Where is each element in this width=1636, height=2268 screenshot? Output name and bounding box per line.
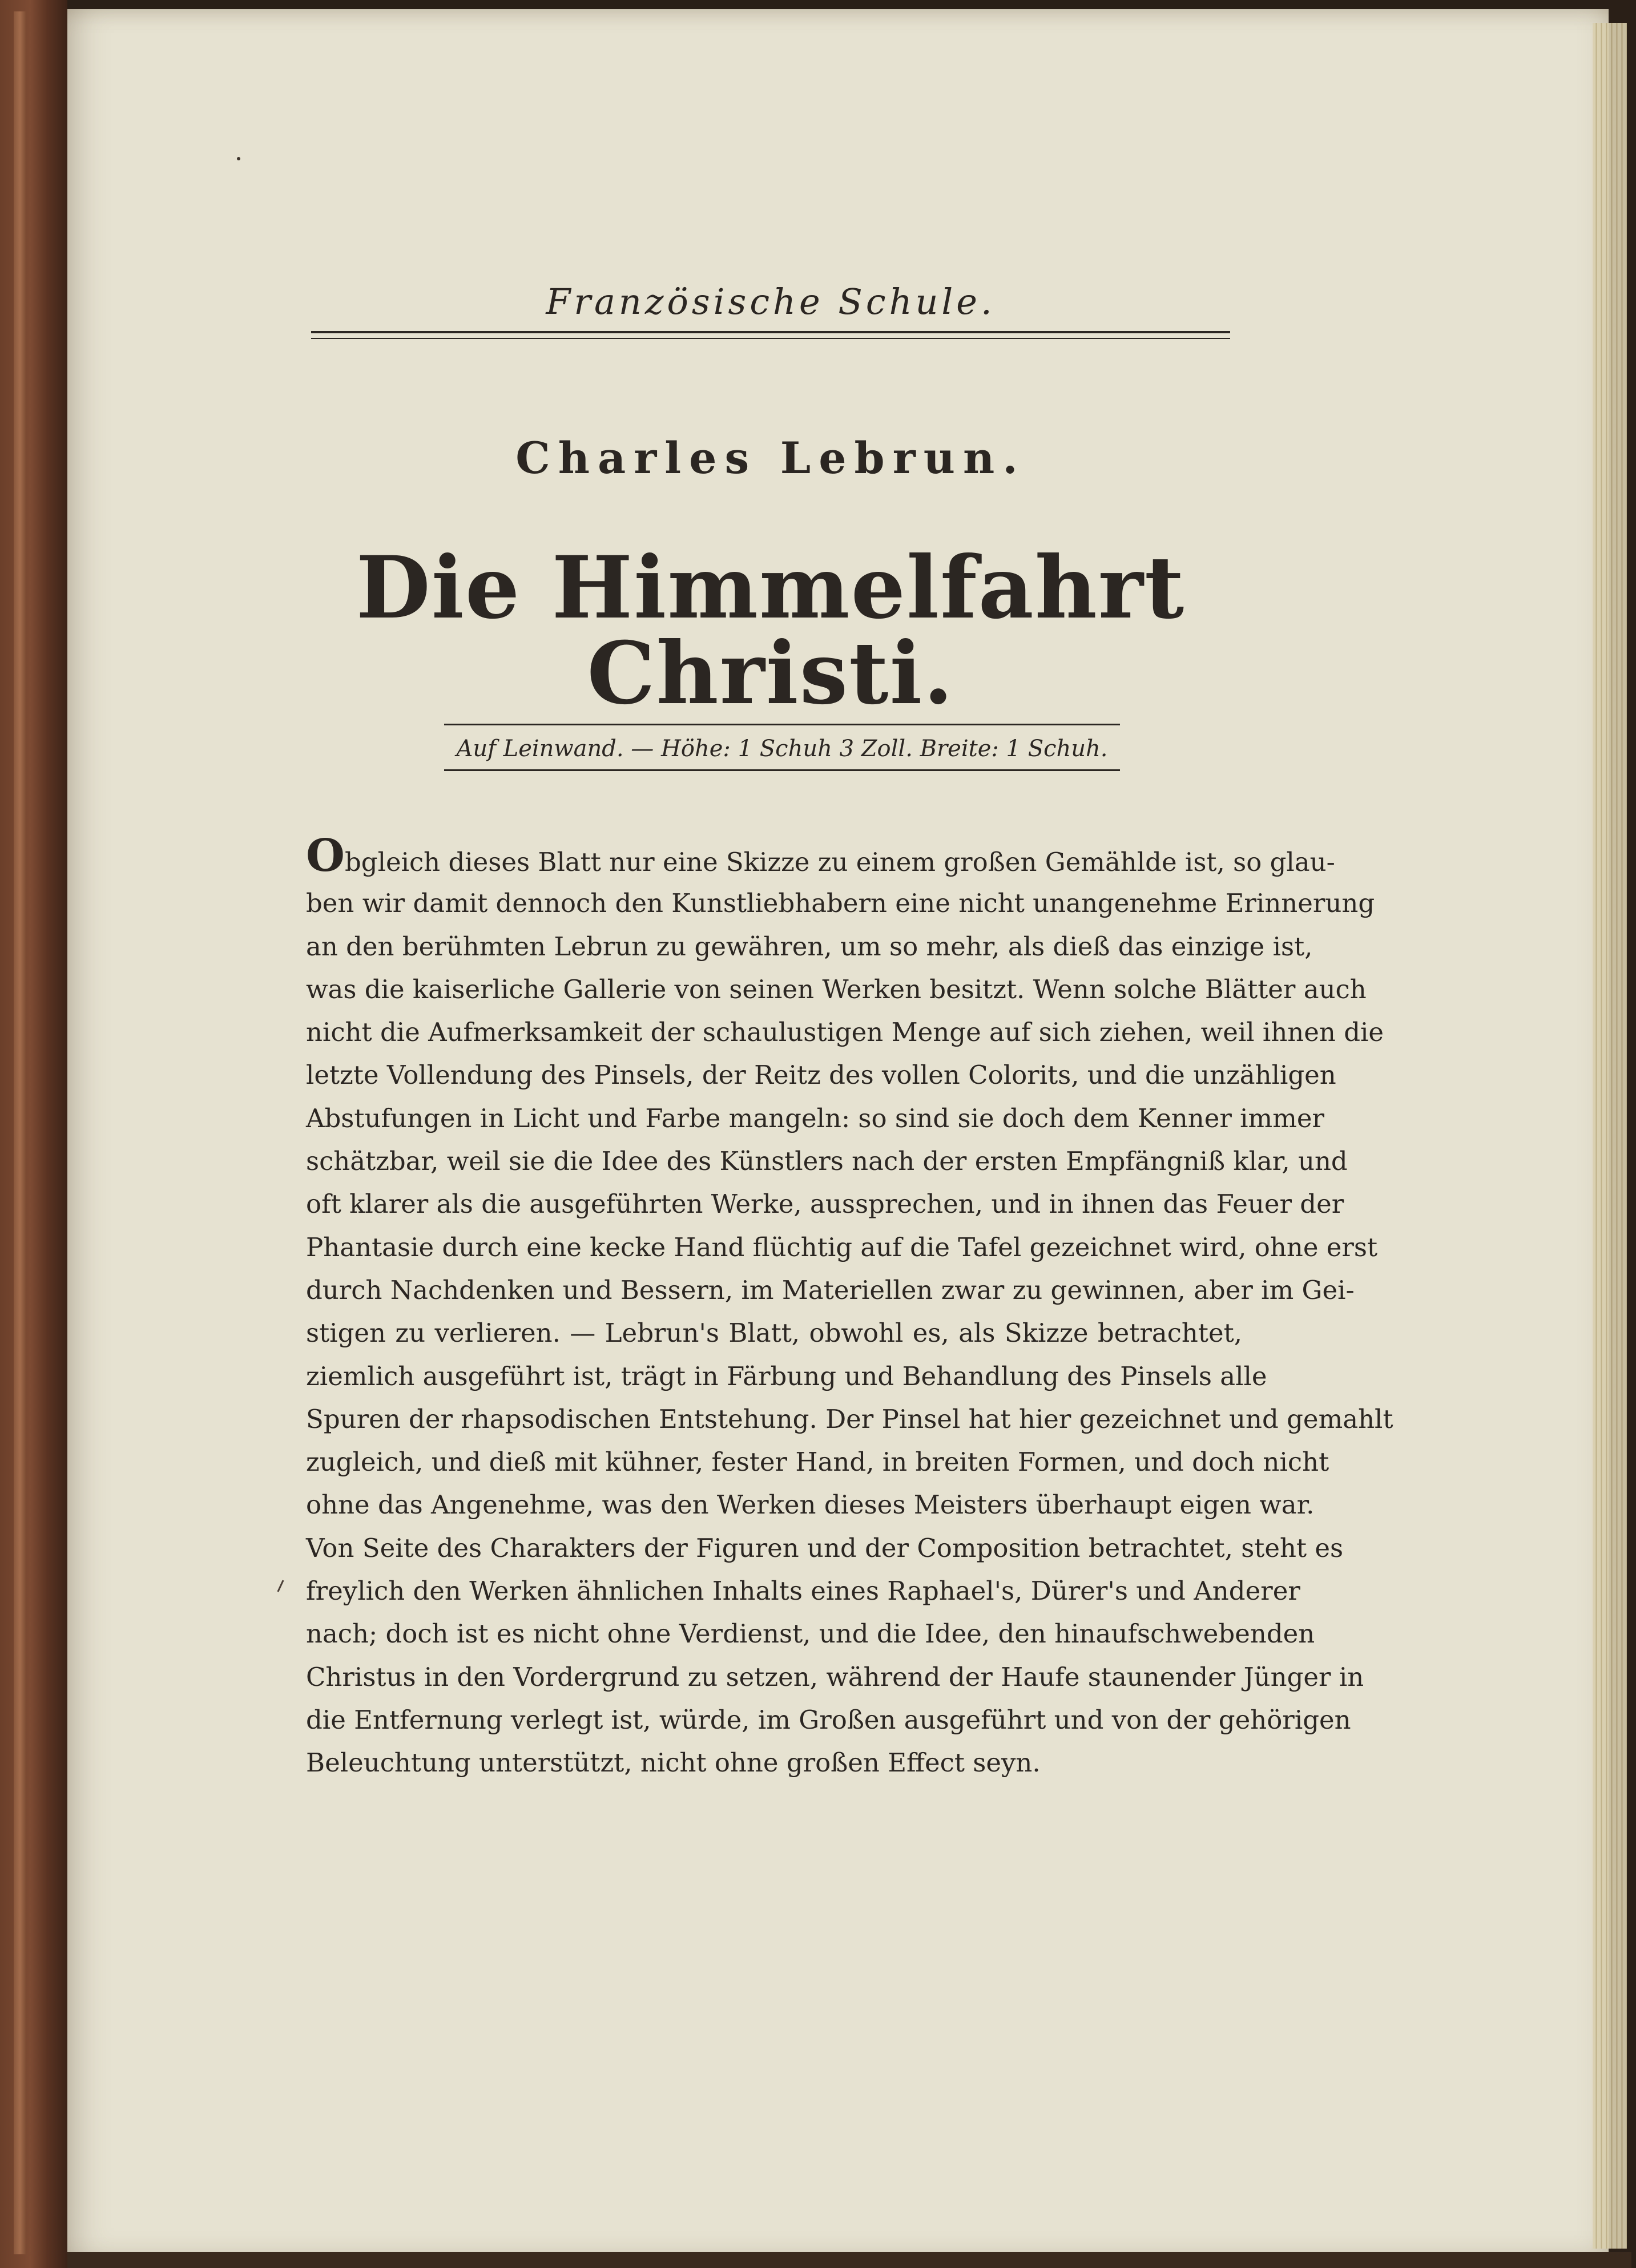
text-line [306,1483,1315,1526]
text-line [306,925,1313,968]
text-line [306,1355,1267,1398]
text-line-content: nicht die Aufmerksamkeit der schaulustigen Menge auf sich ziehen, weil ihnen die [306,1017,1384,1048]
artwork-title: Die Himmelfahrt Christi. [356,538,1186,724]
book-binding-edge [0,0,67,2268]
text-line [306,1269,1355,1311]
text-line-content: durch Nachdenken und Bessern, im Materiellen zwar zu gewinnen, aber im Gei- [306,1274,1355,1305]
page-stack-edge [1593,23,1627,2249]
text-line [306,1527,1344,1569]
text-line [306,968,1367,1011]
text-line [306,1183,1344,1225]
text-line-content: nach; doch ist es nicht ohne Verdienst, und die Idee, den hinaufschwebenden [306,1619,1315,1649]
text-line [306,882,1375,925]
text-line [306,1569,1300,1612]
text-line-content: ohne das Angenehme, was den Werken dieses Meisters überhaupt eigen war. [306,1490,1315,1520]
text-line-content: ziemlich ausgeführt ist, trägt in Färbung und Behandlung des Pinsels alle [306,1361,1267,1391]
artist-name: Charles Lebrun. [515,433,1026,483]
text-line [306,830,1335,882]
bottom-edge [67,2252,1631,2268]
text-line-content: zugleich, und dieß mit kühner, fester Hand, in breiten Formen, und doch nicht [306,1447,1329,1478]
text-line [306,1311,1242,1354]
text-line-content: Beleuchtung unterstützt, nicht ohne großen Effect seyn. [306,1748,1041,1778]
text-line [306,1054,1336,1096]
text-line [306,1226,1378,1269]
text-line [306,1612,1315,1655]
text-line-content: an den berühmten Lebrun zu gewähren, um so mehr, als dieß das einzige ist, [306,931,1313,962]
text-line [306,1698,1351,1741]
text-line-content: Phantasie durch eine kecke Hand flüchtig auf die Tafel gezeichnet wird, ohne erst [306,1232,1378,1262]
drop-cap: O [306,830,345,882]
text-line-content: Christus in den Vordergrund zu setzen, während der Haufe staunender Jünger in [306,1661,1364,1692]
artwork-dimensions: Auf Leinwand. — Höhe: 1 Schuh 3 Zoll. Breite: 1 Schuh. [456,736,1108,762]
text-line [306,1140,1348,1183]
dimensions-rule-bottom [444,769,1120,771]
text-line-content: Von Seite des Charakters der Figuren und der Composition betrachtet, steht es [306,1532,1344,1563]
text-line [306,1011,1384,1054]
heading-rule-thin [311,338,1230,339]
text-line-content: letzte Vollendung des Pinsels, der Reitz des vollen Colorits, und die unzähligen [306,1060,1336,1091]
text-line-content: Abstufungen in Licht und Farbe mangeln: so sind sie doch dem Kenner immer [306,1103,1325,1133]
text-line [306,1097,1325,1140]
text-line [306,1741,1242,1784]
dimensions-rule-top [444,724,1120,725]
facing-page-edge [14,11,26,2254]
text-line-content: oft klarer als die ausgeführten Werke, aussprechen, und in ihnen das Feuer der [306,1189,1344,1220]
text-line-content: die Entfernung verlegt ist, würde, im Großen ausgeführt und von der gehörigen [306,1704,1351,1735]
text-line-content: bgleich dieses Blatt nur eine Skizze zu einem großen Gemählde ist, so glau- [344,847,1335,877]
text-line-content: schätzbar, weil sie die Idee des Künstlers nach der ersten Empfängniß klar, und [306,1146,1348,1177]
text-line-content: stigen zu verlieren. — Lebrun's Blatt, obwohl es, als Skizze betrachtet, [306,1318,1242,1349]
heading-rule-thick [311,331,1230,333]
school-heading: Französische Schule. [546,281,996,322]
text-line-content: was die kaiserliche Gallerie von seinen Werken besitzt. Wenn solche Blätter auch [306,974,1367,1004]
text-line-content: freylich den Werken ähnlichen Inhalts eines Raphael's, Dürer's und Anderer [306,1576,1300,1607]
text-line-content: Spuren der rhapsodischen Entstehung. Der Pinsel hat hier gezeichnet und gemahlt [306,1403,1393,1434]
body-paragraph [306,830,1393,1785]
text-line [306,1440,1329,1483]
ink-speck [237,157,240,160]
text-line-content: ben wir damit dennoch den Kunstliebhabern eine nicht unangenehme Erinnerung [306,888,1375,919]
text-line [306,1656,1364,1698]
text-line [306,1398,1393,1440]
